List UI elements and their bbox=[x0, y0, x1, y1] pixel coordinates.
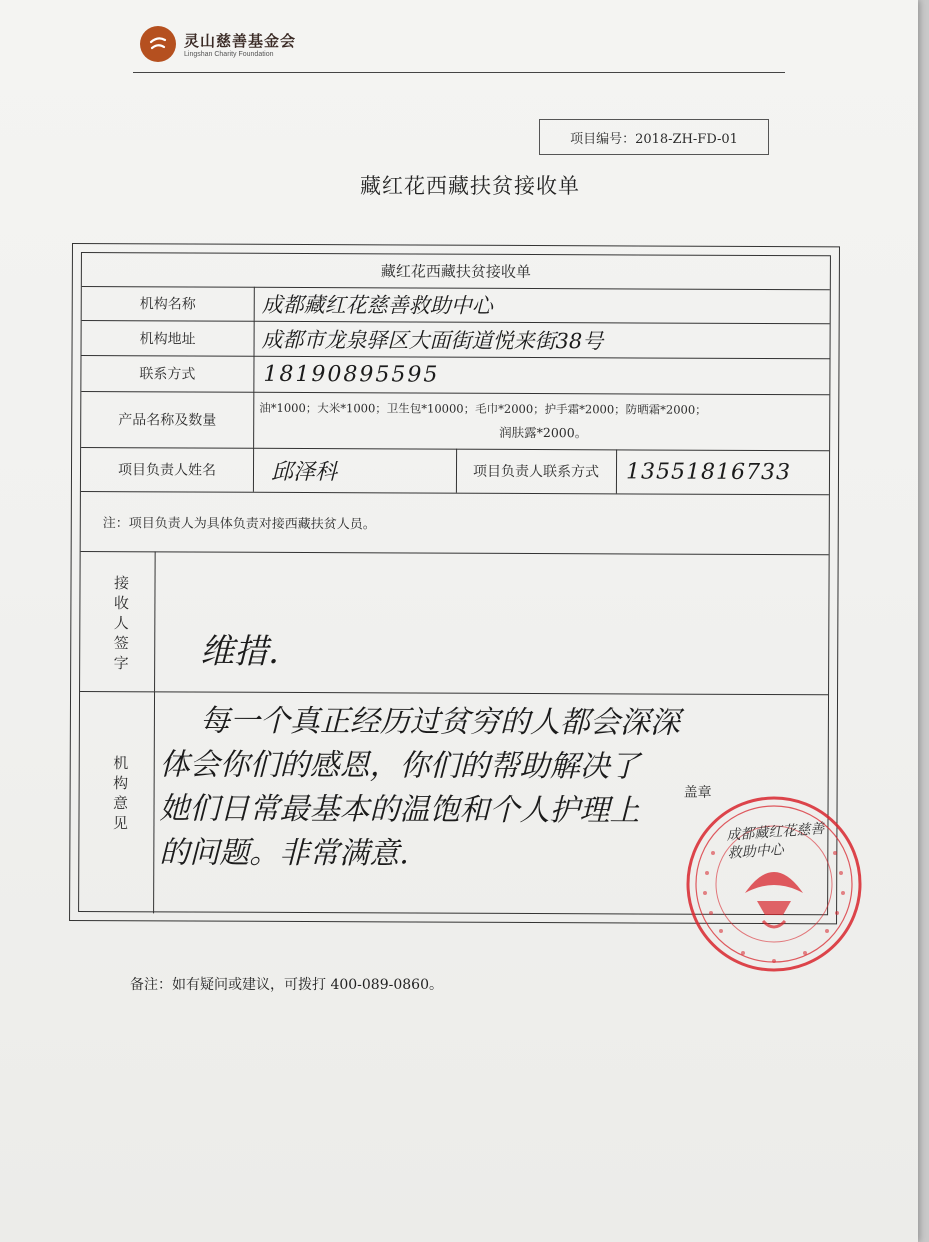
contact-row bbox=[81, 355, 829, 395]
contact-label: 联系方式 bbox=[139, 366, 196, 383]
project-number-box: 项目编号：2018-ZH-FD-01 bbox=[539, 119, 769, 155]
note-row bbox=[81, 491, 829, 555]
products-row bbox=[81, 391, 829, 451]
org-address-row bbox=[82, 320, 830, 359]
leader-row bbox=[81, 447, 829, 495]
leader-name-label: 项目负责人姓名 bbox=[117, 462, 217, 479]
org-name-row bbox=[82, 286, 830, 324]
form-title-row bbox=[82, 253, 830, 290]
org-name-value: 成都藏红花慈善救助中心 bbox=[261, 292, 493, 318]
logo-emblem-icon bbox=[140, 26, 176, 62]
opinion-text bbox=[159, 699, 680, 877]
opinion-line-3: 她们日常最基本的温饱和个人护理上 bbox=[159, 791, 640, 829]
org-address-value: 成都市龙泉驿区大面街道悦来街38号 bbox=[261, 327, 604, 353]
leader-contact-label: 项目负责人联系方式 bbox=[472, 463, 600, 481]
products-line-2: 润肤露*2000。 bbox=[499, 424, 588, 441]
footer-contact-note: 备注：如有疑问或建议，可拨打 400-089-0860。 bbox=[130, 977, 443, 993]
foundation-logo bbox=[140, 26, 296, 62]
opinion-line-4: 的问题。非常满意. bbox=[159, 835, 409, 872]
stamp-overlay-text: 成都藏红花慈善救助中心 bbox=[725, 821, 825, 862]
organization-seal-stamp bbox=[683, 793, 865, 975]
receiver-signature-label: 接收人签字 bbox=[113, 574, 130, 673]
opinion-line-1: 每一个真正经历过贫穷的人都会深深 bbox=[199, 703, 680, 741]
receiver-row bbox=[80, 551, 829, 695]
products-label: 产品名称及数量 bbox=[118, 412, 217, 429]
document-title: 藏红花西藏扶贫接收单 bbox=[360, 174, 580, 198]
leader-name-value: 邱泽科 bbox=[270, 459, 338, 485]
logo-name-cn: 灵山慈善基金会 bbox=[184, 32, 297, 50]
contact-value: 18190895595 bbox=[263, 361, 440, 388]
header-divider bbox=[133, 72, 785, 73]
logo-name-en: Lingshan Charity Foundation bbox=[184, 51, 274, 58]
receiver-signature: 维措. bbox=[200, 631, 280, 672]
products-value bbox=[259, 392, 827, 450]
responsibility-note: 注：项目负责人为具体负责对接西藏扶贫人员。 bbox=[102, 515, 376, 532]
org-address-label: 机构地址 bbox=[139, 330, 196, 348]
org-name-label: 机构名称 bbox=[139, 296, 196, 313]
opinion-line-2: 体会你们的感恩，你们的帮助解决了 bbox=[159, 747, 640, 785]
form-table-title: 藏红花西藏扶贫接收单 bbox=[380, 262, 531, 282]
seal-label: 盖章 bbox=[683, 784, 712, 801]
opinion-label: 机构意见 bbox=[112, 754, 129, 833]
products-line-1: 油*1000；大米*1000；卫生包*10000；毛巾*2000；护手霜*2000；防晒霜*2000； bbox=[259, 400, 707, 417]
leader-contact-value: 13551816733 bbox=[625, 458, 792, 485]
